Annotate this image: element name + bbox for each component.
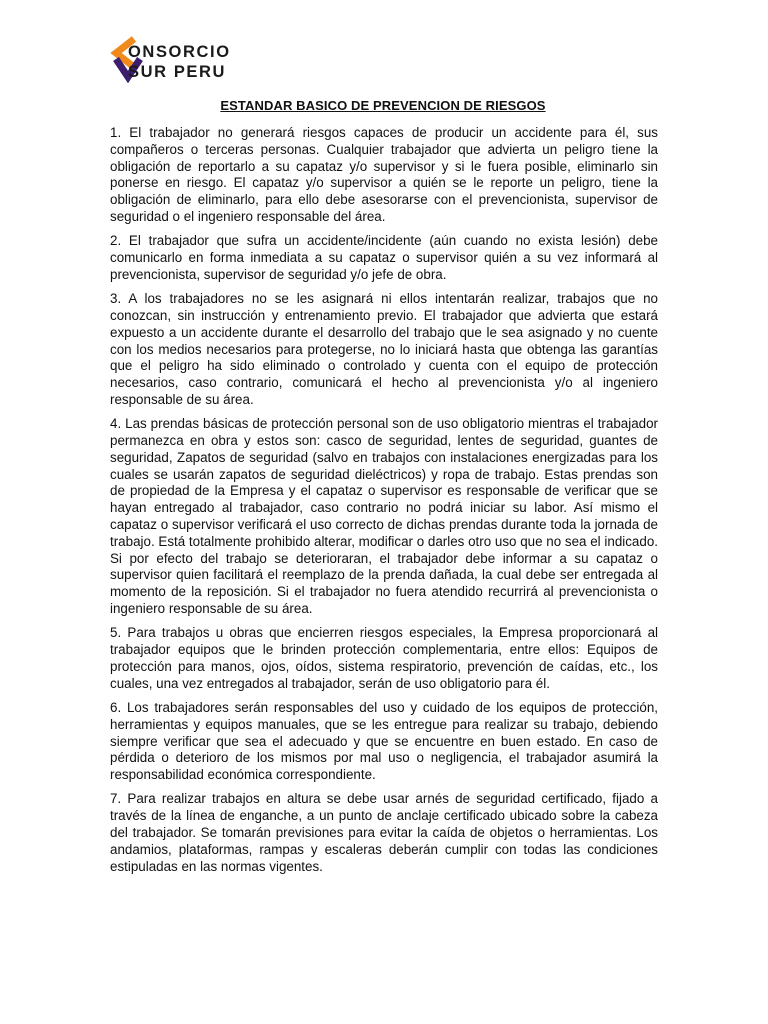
paragraph-3: 3. A los trabajadores no se les asignará ni ellos intentarán realizar, trabajos que no conozcan, sin instrucción y entrenamiento previo. El trabajador que advierta que estará expuesto a un accidente durante el desarrollo del trabajo que le sea asignado y no cuente con los medios necesarios para protegerse, no lo iniciará hasta que obtenga las garantías que el peligro ha sido eliminado o controlado y cuenta con el equipo de protección necesarios, caso contrario, comunicará el hecho al prevencionista y/o al ingeniero responsable de su área. [110,291,658,407]
document-title: ESTANDAR BASICO DE PREVENCION DE RIESGOS [220,98,546,113]
paragraph-2: 2. El trabajador que sufra un accidente/incidente (aún cuando no exista lesión) debe comunicarlo en forma inmediata a su capataz o supervisor quién a su vez informará al prevencionista, supervisor de seguridad y/o jefe de obra. [110,233,658,282]
paragraph-1: 1. El trabajador no generará riesgos capaces de producir un accidente para él, sus compañeros o terceras personas. Cualquier trabajador que advierta un peligro tiene la obligación de reportarlo a su capataz y/o supervisor y si le fuera posible, eliminarlo sin ponerse en riesgo. El capataz y/o supervisor a quién se le reporte un peligro, tiene la obligación de eliminarlo, para ello debe asesorarse con el prevencionista, supervisor de seguridad o el ingeniero responsable del área. [110,125,658,224]
company-logo [108,31,258,87]
document-body [110,125,658,883]
paragraph-7: 7. Para realizar trabajos en altura se debe usar arnés de seguridad certificado, fijado a través de la línea de enganche, a un punto de anclaje certificado ubicado sobre la cabeza del trabajador. Se tomarán previsiones para evitar la caída de objetos o herramientas. Los andamios, plataformas, rampas y escaleras deberán cumplir con todas las condiciones estipuladas en las normas vigentes. [110,791,658,874]
paragraph-4: 4. Las prendas básicas de protección personal son de uso obligatorio mientras el trabajador permanezca en obra y estos son: casco de seguridad, lentes de seguridad, guantes de seguridad, Zapatos de seguridad (salvo en trabajos con instalaciones energizadas para los cuales se usarán zapatos de seguridad dieléctricos) y ropa de trabajo. Estas prendas son de propiedad de la Empresa y el capataz o supervisor es responsable de verificar que se hayan entregado al trabajador, caso contrario no podrá iniciar su labor. Así mismo el capataz o supervisor verificará el uso correcto de dichas prendas durante toda la jornada de trabajo. Está totalmente prohibido alterar, modificar o darles otro uso que no sea el indicado. Si por efecto del trabajo se deterioraran, el trabajador debe informar a su capataz o supervisor quien facilitará el reemplazo de la prenda dañada, la cual debe ser entregada al momento de la reposición. Si el trabajador no fuera atendido recurrirá al prevencionista o ingeniero responsable de su área. [110,416,658,617]
logo-text-line-1: ONSORCIO [128,43,231,61]
logo-text-line-2: SUR PERU [128,63,227,81]
paragraph-5: 5. Para trabajos u obras que encierren riesgos especiales, la Empresa proporcionará al trabajador equipos que le brinden protección complementaria, entre ellos: Equipos de protección para manos, ojos, oídos, sistema respiratorio, prevención de caídas, etc., los cuales, una vez entregados al trabajador, serán de uso obligatorio para él. [110,625,658,691]
paragraph-6: 6. Los trabajadores serán responsables del uso y cuidado de los equipos de protección, herramientas y equipos manuales, que se les entregue para realizar su trabajo, debiendo siempre verificar que sea el adecuado y que se encuentre en buen estado. En caso de pérdida o deterioro de los mismos por mal uso o negligencia, el trabajador asumirá la responsabilidad económica correspondiente. [110,700,658,783]
